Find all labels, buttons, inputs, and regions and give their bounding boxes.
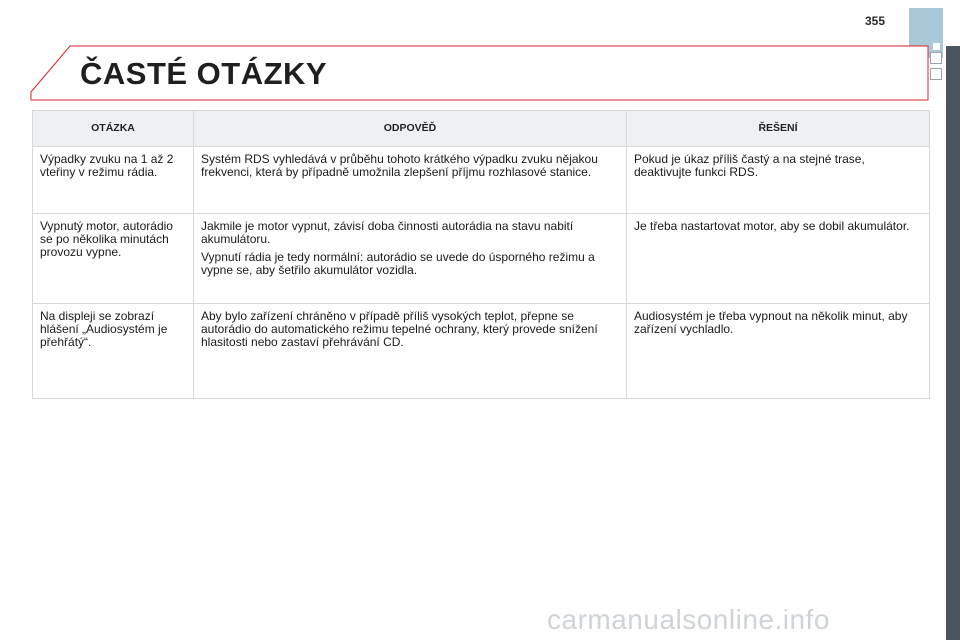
answer-cell	[194, 147, 627, 214]
answer-cell	[194, 304, 627, 399]
question-cell: Výpadky zvuku na 1 až 2 vteřiny v režimu rádia.	[33, 147, 194, 214]
answer-paragraph: Jakmile je motor vypnut, závisí doba činnosti autorádia na stavu nabití akumulátoru.	[201, 219, 574, 246]
answer-paragraph: Vypnutí rádia je tedy normální: autorádio se uvede do úsporného režimu a vypne se, aby šetřilo akumulátor vozidla.	[201, 250, 595, 277]
corner-tab-marker	[933, 43, 940, 50]
header-question: OTÁZKA	[33, 111, 194, 147]
header-solution: ŘEŠENÍ	[627, 111, 930, 147]
header-answer: ODPOVĚĎ	[194, 111, 627, 147]
answer-paragraph: Aby bylo zařízení chráněno v případě příliš vysokých teplot, přepne se autorádio do automatického režimu tepelné ochrany, který provede snížení hlasitosti nebo zastaví přehrávání CD.	[201, 309, 598, 349]
question-cell: Na displeji se zobrazí hlášení „Audiosystém je přehřátý“.	[33, 304, 194, 399]
table-row	[33, 304, 930, 399]
side-checkbox-1	[930, 52, 942, 64]
solution-cell: Audiosystém je třeba vypnout na několik minut, aby zařízení vychladlo.	[627, 304, 930, 399]
faq-table	[32, 110, 930, 399]
solution-cell: Pokud je úkaz příliš častý a na stejné trase, deaktivujte funkci RDS.	[627, 147, 930, 214]
answer-cell	[194, 214, 627, 304]
question-cell: Vypnutý motor, autorádio se po několika minutách provozu vypne.	[33, 214, 194, 304]
answer-paragraph: Systém RDS vyhledává v průběhu tohoto krátkého výpadku zvuku nějakou frekvenci, která by případně umožnila zlepšení příjmu rozhlasové stanice.	[201, 152, 598, 179]
page-number: 355	[865, 14, 886, 28]
page-title: ČASTÉ OTÁZKY	[80, 56, 328, 91]
table-row	[33, 147, 930, 214]
solution-cell: Je třeba nastartovat motor, aby se dobil akumulátor.	[627, 214, 930, 304]
side-bar	[946, 46, 960, 640]
title-banner	[30, 45, 930, 101]
table-header-row	[33, 111, 930, 147]
table-row	[33, 214, 930, 304]
side-checkbox-2	[930, 68, 942, 80]
watermark: carmanualsonline.info	[547, 604, 830, 635]
